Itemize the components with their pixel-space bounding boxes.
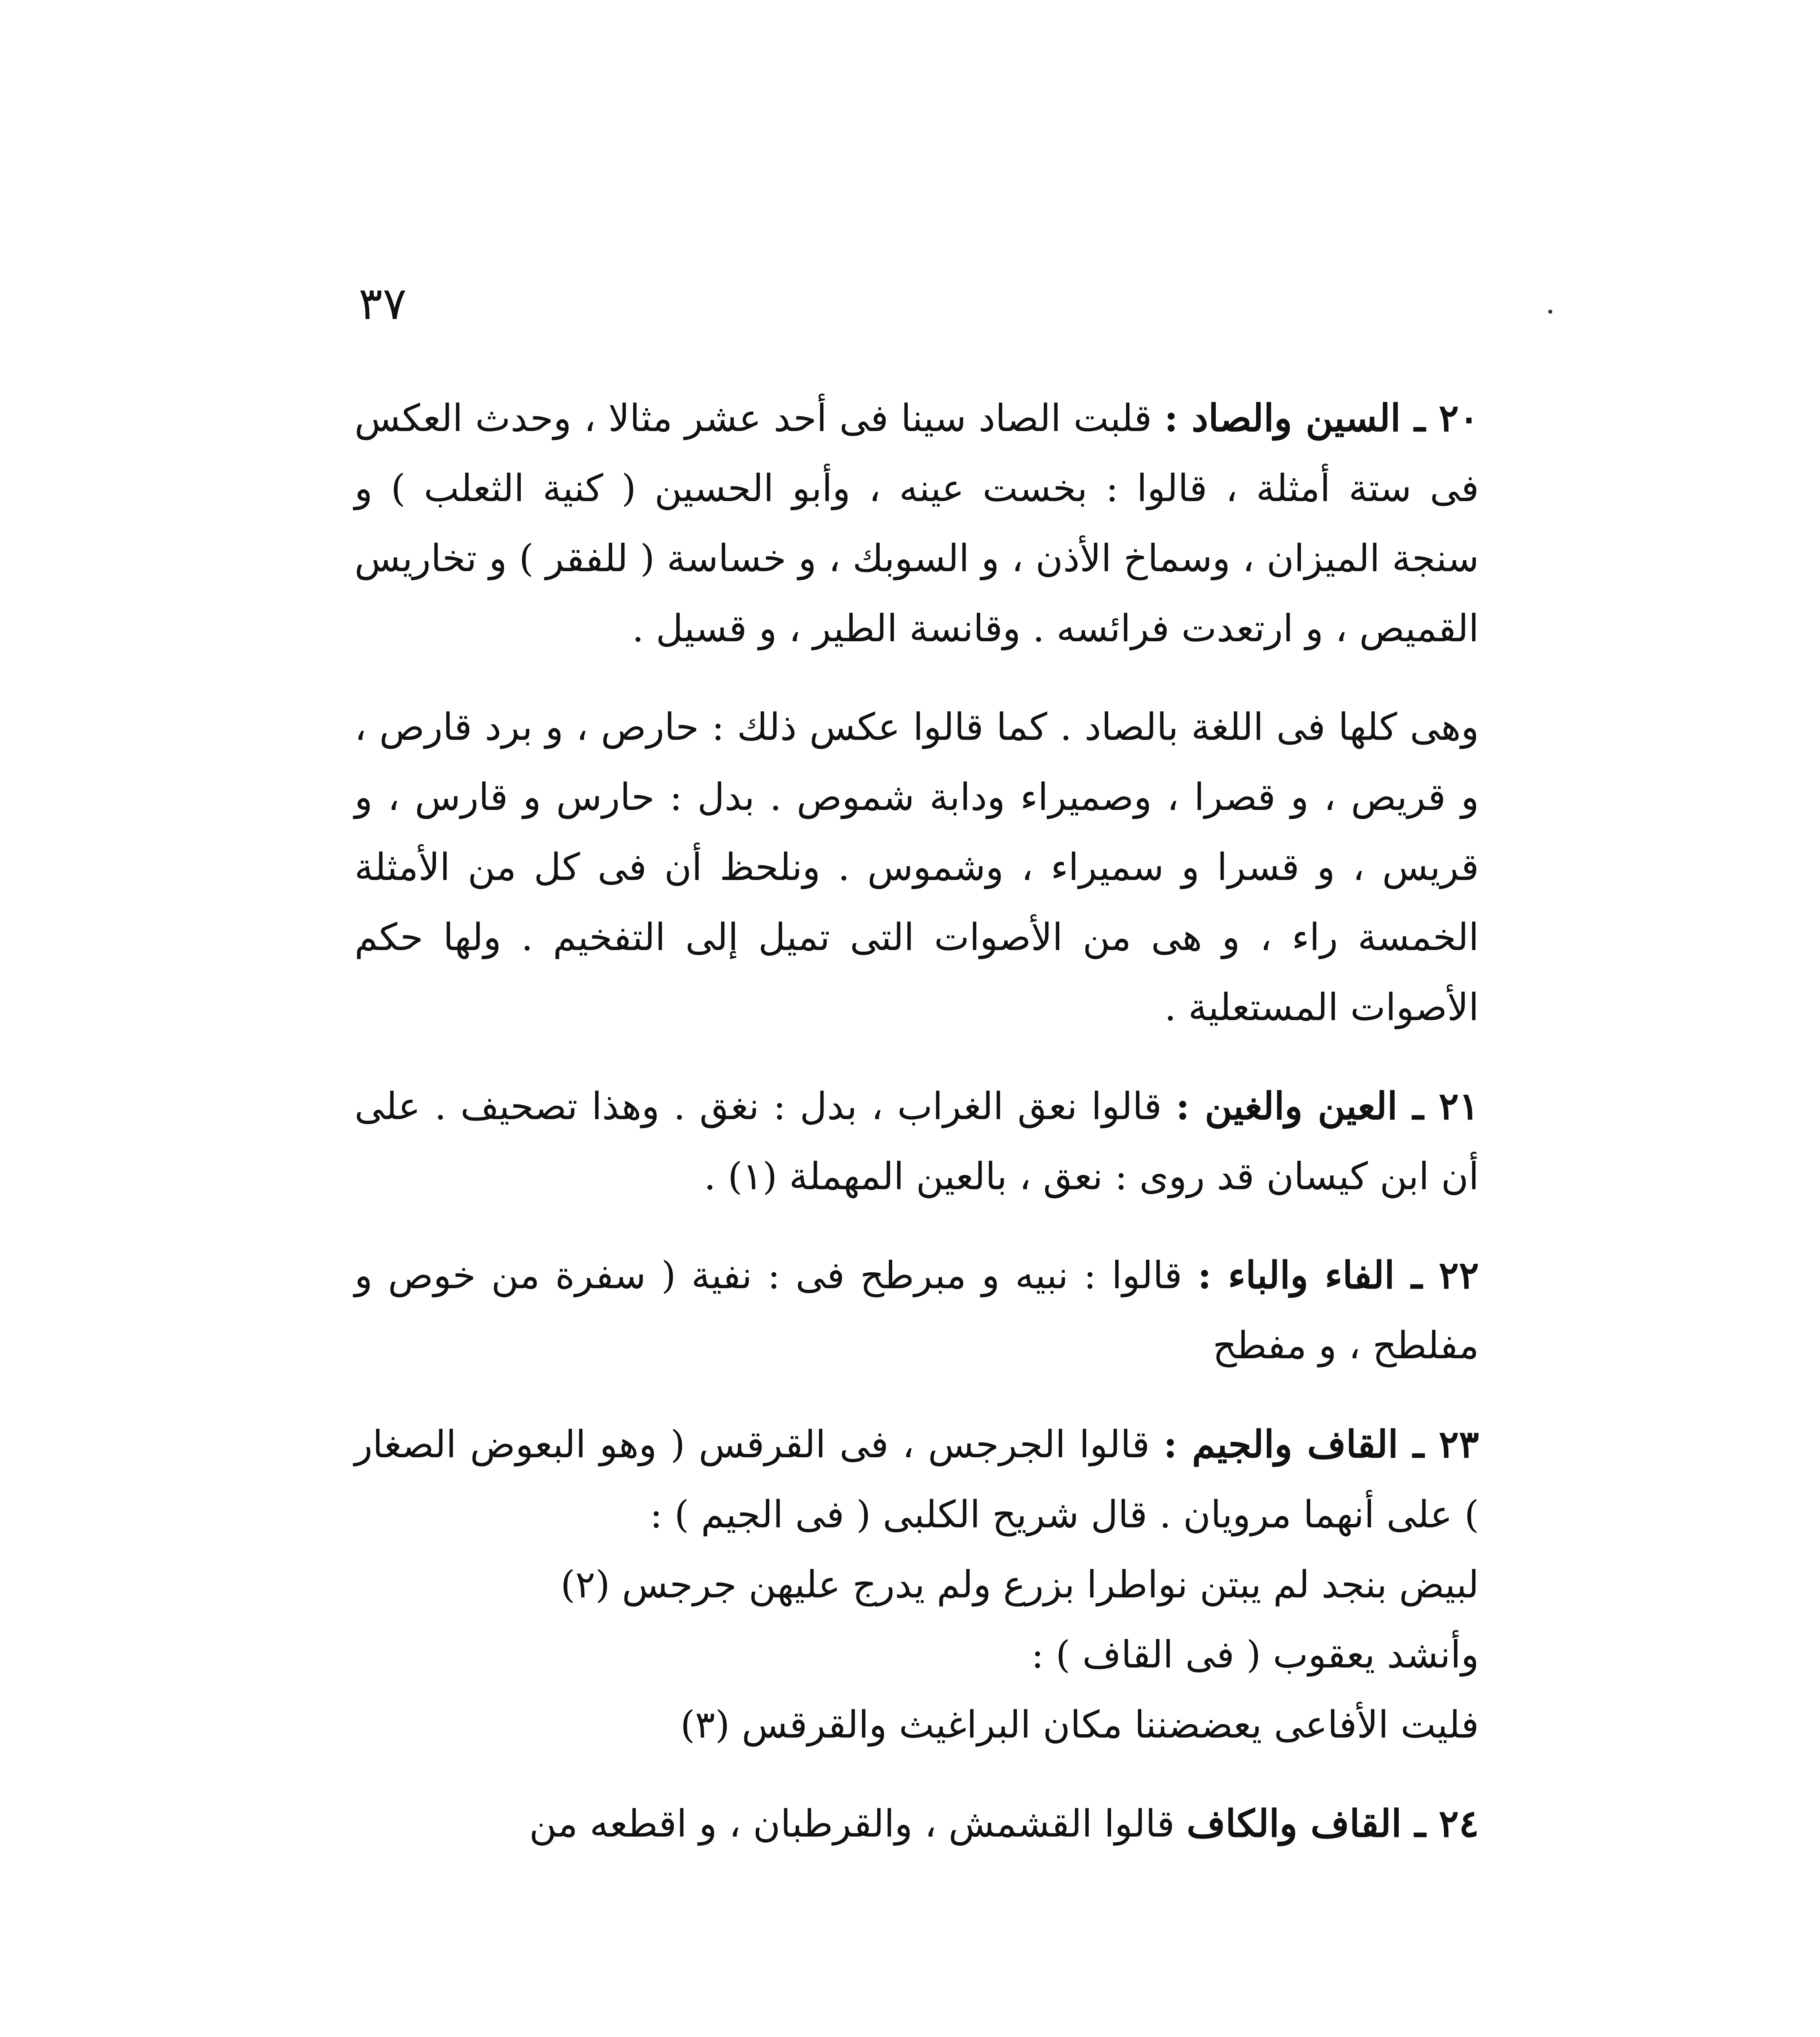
section-20-continuation	[354, 692, 1479, 1043]
verse-intro-2: وأنشد يعقوب ( فى القاف ) :	[1031, 1633, 1479, 1676]
verse-line-2: فليت الأفاعى يعضضننا مكان البراغيث والقرقس (٣)	[680, 1703, 1479, 1747]
section-20-heading: ٢٠ ـ السين والصاد :	[1164, 396, 1479, 440]
section-22-heading: ٢٢ ـ الفاء والباء :	[1197, 1253, 1479, 1297]
section-24-heading: ٢٤ ـ القاف والكاف	[1186, 1802, 1479, 1846]
section-20-text: قلبت الصاد سينا فى أحد عشر مثالا ، وحدث العكس فى ستة أمثلة ، قالوا : بخست عينه ، وأبو الحسين ( كنية الثعلب ) و سنجة الميزان ، وسماخ الأذن ، و السوبك ، و خساسة ( للفقر ) و تخاريس القميص ، و ارتعدت فرائسه . وقانسة الطير ، و قسيل .	[354, 396, 1479, 650]
section-20	[354, 383, 1479, 664]
section-21-text: قالوا نعق الغراب ، بدل : نغق . وهذا تصحيف . على أن ابن كيسان قد روى : نعق ، بالعين المهملة (١) .	[354, 1084, 1479, 1198]
section-21-heading: ٢١ ـ العين والغين :	[1175, 1084, 1479, 1128]
main-text	[354, 383, 1479, 1859]
section-23	[354, 1409, 1479, 1760]
scan-speck	[1548, 310, 1552, 314]
section-24	[354, 1788, 1479, 1859]
section-24-text: قالوا القشمش ، والقرطبان ، و اقطعه من	[529, 1802, 1187, 1846]
section-22	[354, 1240, 1479, 1381]
section-23-text: قالوا الجرجس ، فى القرقس ( وهو البعوض الصغار ) على أنهما مرويان . قال شريح الكلبى ( فى الجيم ) :	[354, 1423, 1479, 1536]
section-20-continuation-text: وهى كلها فى اللغة بالصاد . كما قالوا عكس ذلك : حارص ، و برد قارص ، و قريص ، و قصرا ، وصميراء ودابة شموص . بدل : حارس و قارس ، و قريس ، و قسرا و سميراء ، وشموس . ونلحظ أن فى كل من الأمثلة الخمسة راء ، و هى من الأصوات التى تميل إلى التفخيم . ولها حكم الأصوات المستعلية .	[354, 705, 1479, 1029]
verse-line-1: لبيض بنجد لم يبتن نواطرا بزرع ولم يدرج عليهن جرجس (٢)	[560, 1563, 1479, 1606]
page-number: ٣٧	[359, 277, 407, 330]
section-23-heading: ٢٣ ـ القاف والجيم :	[1163, 1422, 1479, 1466]
section-22-text: قالوا : نبيه و مبرطح فى : نفية ( سفرة من خوص و مفلطح ، و مفطح	[354, 1254, 1479, 1367]
section-21	[354, 1071, 1479, 1212]
